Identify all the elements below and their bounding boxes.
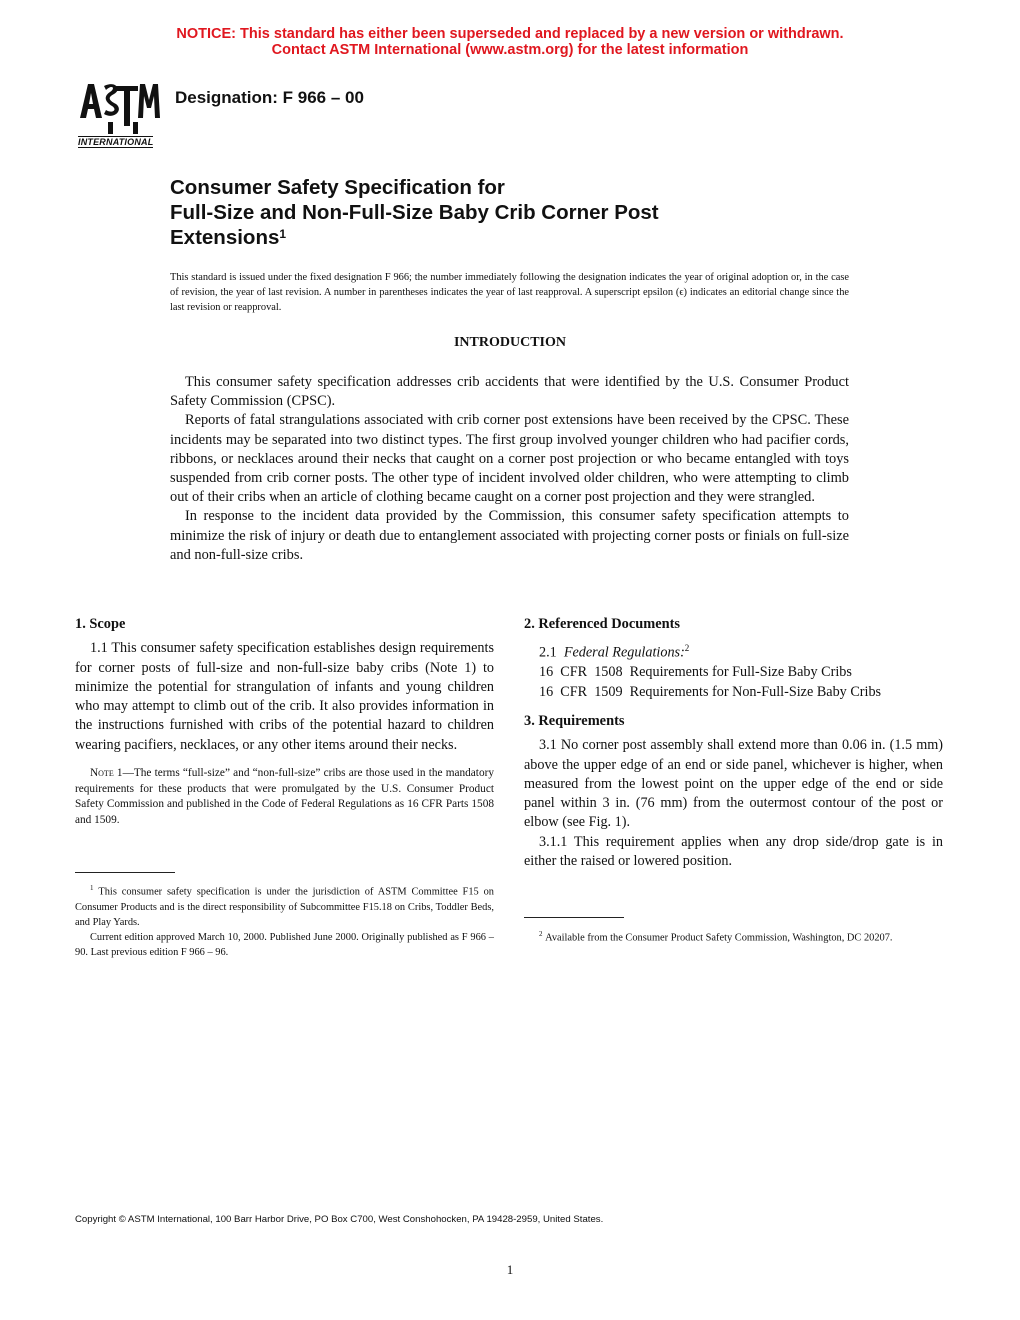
left-column: [75, 615, 494, 828]
requirement-3-1-1: 3.1.1 This requirement applies when any drop side/drop gate is in either the raised or lowered position.: [524, 833, 943, 869]
requirement-3-1: 3.1 No corner post assembly shall extend more than 0.06 in. (1.5 mm) above the upper edge of an end or side panel, whichever is higher, when measured from the lowest point on the upper edge of the end or side panel within 3 in. (76 mm) from the outermost contour of the post or elbow (see Fig. 1).: [524, 737, 943, 831]
scope-paragraph-1-1: 1.1 This consumer safety specification establishes design requirements for corner posts of full-size and non-full-size baby cribs (Note 1) to minimize the potential for strangulation of infants and young children who may attempt to climb out of the crib. It also provides information in the instructions furnished with cribs of the potential hazard to children wearing pacifiers, necklaces, or any other items around their necks.: [75, 640, 494, 753]
footnote-1: [75, 881, 494, 930]
referenced-documents-heading: 2. Referenced Documents: [524, 616, 680, 632]
withdrawn-notice: [0, 26, 1020, 58]
intro-paragraph: In response to the incident data provided by the Commission, this consumer safety specification attempts to minimize the risk of injury or death due to entanglement associated with projecting corner posts or finials on full-size and non-full-size cribs.: [170, 508, 849, 563]
note-1: [75, 766, 494, 828]
footnotes-left: [75, 881, 494, 960]
introduction-body: [170, 373, 849, 565]
page-number: 1: [506, 1262, 514, 1277]
astm-logo-text: INTERNATIONAL: [78, 137, 154, 147]
notice-line-2: Contact ASTM International (www.astm.org) for the latest information: [271, 42, 749, 58]
intro-paragraph: This consumer safety specification addresses crib accidents that were identified by the U.S. Consumer Product Safety Commission (CPSC).: [170, 374, 849, 410]
footnote-2: [524, 927, 943, 946]
footnote-2-number: 2: [539, 930, 543, 938]
federal-regulations-item: [524, 639, 943, 663]
footnote-1-number: 1: [90, 884, 94, 892]
footnote-1-edition: Current edition approved March 10, 2000. Published June 2000. Originally published as F 966 – 90. Last previous edition F 966 – 96.: [75, 932, 494, 959]
referenced-doc-1509: 16 CFR 1509 Requirements for Non-Full-Size Baby Cribs: [539, 683, 882, 700]
introduction-heading: INTRODUCTION: [453, 335, 566, 350]
footnotes-right: [524, 927, 943, 946]
right-column: [524, 615, 943, 871]
footnote-divider-right: [524, 917, 624, 918]
copyright-line: Copyright © ASTM International, 100 Barr Harbor Drive, PO Box C700, West Conshohocken, PA 19428-2959, United States.: [75, 1214, 604, 1225]
note-text: —The terms “full-size” and “non-full-size” cribs are those used in the mandatory requirements for these products that were promulgated by the U.S. Consumer Product Safety Commission and published in the Code of Federal Regulations as 16 CFR Parts 1508 and 1509.: [75, 767, 494, 826]
title-line-1: Consumer Safety Specification for: [170, 176, 505, 199]
item-footnote-ref: 2: [684, 643, 690, 654]
title-line-3-text: Extensions: [170, 226, 280, 249]
notice-line-1: NOTICE: This standard has either been superseded and replaced by a new version or withdrawn.: [176, 26, 844, 42]
title-line-2: Full-Size and Non-Full-Size Baby Crib Corner Post: [170, 201, 659, 224]
intro-paragraph: Reports of fatal strangulations associated with crib corner post extensions have been received by the CPSC. These incidents may be separated into two distinct types. The first group involved younger children who had pacifier cords, ribbons, or necklaces around their necks that caught on a corner post projection or who became entangled with toys suspended from crib corner posts. The other type of incident involved older children, who were attempting to climb out of their cribs when an article of clothing became caught on a corner post projection and they were strangled.: [170, 412, 849, 506]
title-footnote-ref: 1: [279, 227, 287, 241]
note-label: Note 1: [90, 767, 123, 780]
scope-heading: 1. Scope: [75, 616, 126, 632]
title-line-3: [170, 225, 870, 250]
item-number: 2.1: [539, 645, 557, 662]
designation: Designation: F 966 – 00: [175, 88, 364, 107]
document-title: [170, 175, 870, 250]
footnote-divider-left: [75, 872, 175, 873]
referenced-doc-1508: 16 CFR 1508 Requirements for Full-Size Baby Cribs: [539, 664, 852, 681]
requirements-heading: 3. Requirements: [524, 712, 625, 729]
item-title: Federal Regulations:: [563, 645, 685, 662]
footnote-1-text: This consumer safety specification is under the jurisdiction of ASTM Committee F15 on Consumer Products and is the direct responsibility of Subcommittee F15.18 on Cribs, Toddler Beds, and Play Yards.: [75, 886, 494, 928]
issuance-statement: This standard is issued under the fixed designation F 966; the number immediately following the designation indicates the year of original adoption or, in the case of revision, the year of last revision. A number in parentheses indicates the year of last reapproval. A superscript epsilon (ϵ) indicates an editorial change since the last revision or reapproval.: [170, 272, 849, 313]
astm-logo: [74, 78, 162, 150]
footnote-2-text: Available from the Consumer Product Safety Commission, Washington, DC 20207.: [545, 932, 893, 944]
